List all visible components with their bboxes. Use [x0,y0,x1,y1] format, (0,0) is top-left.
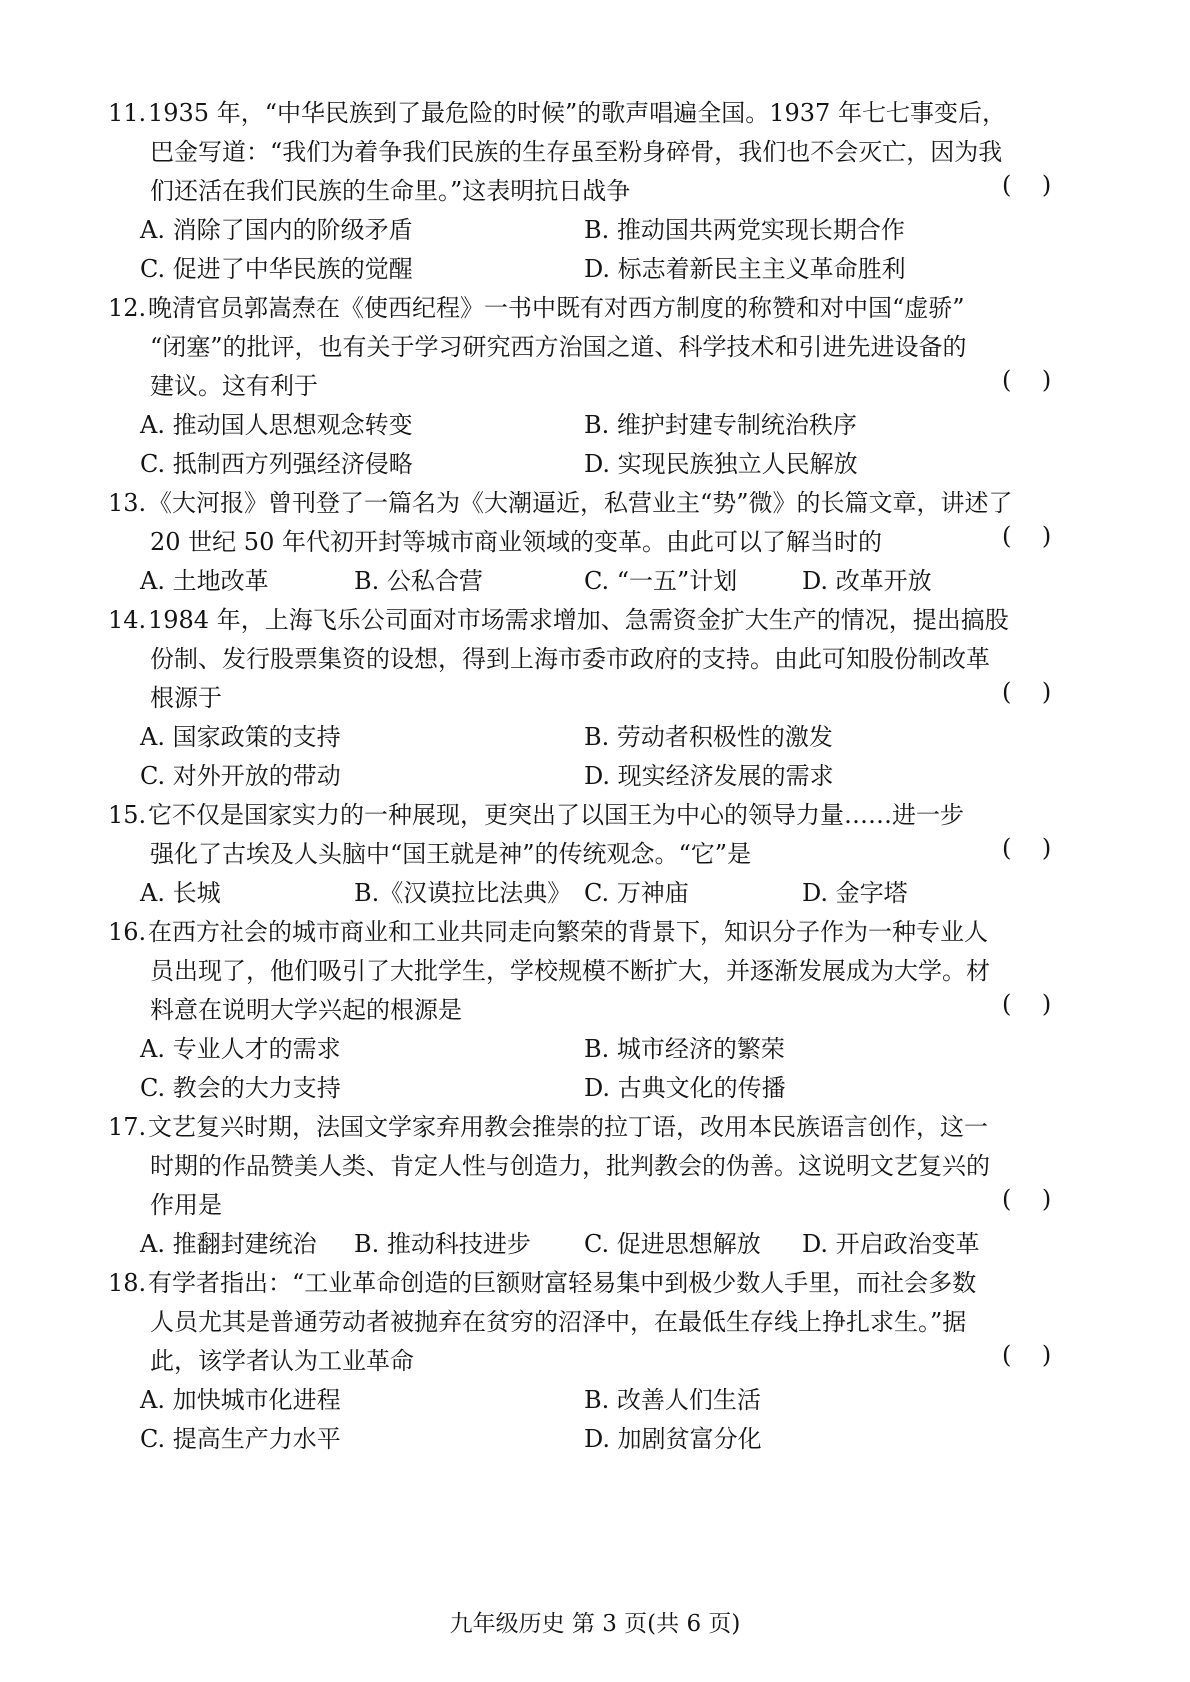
answer-blank: ( ) [1002,1185,1052,1213]
question-text: 晚清官员郭嵩焘在《使西纪程》一书中既有对西方制度的称赞和对中国“虚骄” [148,294,965,322]
option-d: D. 加剧贫富分化 [584,1425,762,1453]
option-c: C. 万神庙 [584,879,689,907]
question-line: 20 世纪 50 年代初开封等城市商业领域的变革。由此可以了解当时的 [150,528,882,556]
question-line: 强化了古埃及人头脑中“国王就是神”的传统观念。“它”是 [150,840,752,868]
answer-blank: ( ) [1002,678,1052,706]
question-line: “闭塞”的批评，也有关于学习研究西方治国之道、科学技术和引进先进设备的 [150,333,967,361]
question-line [108,795,964,830]
question-line [108,912,988,947]
option-a: A. 国家政策的支持 [140,723,341,751]
question-number: 13. [108,489,147,517]
option-b: B. 城市经济的繁荣 [584,1035,785,1063]
question-line: 人员尤其是普通劳动者被抛弃在贫穷的沼泽中，在最低生存线上挣扎求生。”据 [150,1308,967,1336]
option-c: C. 教会的大力支持 [140,1074,341,1102]
answer-blank: ( ) [1002,171,1052,199]
answer-blank: ( ) [1002,522,1052,550]
option-d: D. 实现民族独立人民解放 [584,450,858,478]
question-text: 文艺复兴时期，法国文学家弃用教会推崇的拉丁语，改用本民族语言创作，这一 [148,1113,988,1141]
option-a: A. 消除了国内的阶级矛盾 [140,216,413,244]
question-line: 们还活在我们民族的生命里。”这表明抗日战争 [150,177,631,205]
option-a: A. 专业人才的需求 [140,1035,341,1063]
option-b: B. 公私合营 [354,567,483,595]
option-d: D. 开启政治变革 [802,1230,980,1258]
option-d: D. 古典文化的传播 [584,1074,786,1102]
option-c: C. 抵制西方列强经济侵略 [140,450,413,478]
question-line: 员出现了，他们吸引了大批学生，学校规模不断扩大，并逐渐发展成为大学。材 [150,957,990,985]
question-line: 建议。这有利于 [150,372,318,400]
question-number: 15. [108,801,147,829]
option-a: A. 推翻封建统治 [140,1230,317,1258]
question-number: 16. [108,918,147,946]
question-text: 它不仅是国家实力的一种展现，更突出了以国王为中心的领导力量……进一步 [148,801,964,829]
answer-blank: ( ) [1002,834,1052,862]
question-line [108,1263,976,1298]
question-number: 12. [108,294,147,322]
option-c: C. “一五”计划 [584,567,738,595]
option-d: D. 改革开放 [802,567,932,595]
question-number: 18. [108,1269,147,1297]
page-footer: 九年级历史 第 3 页(共 6 页) [449,1611,741,1637]
question-line [108,288,965,323]
answer-blank: ( ) [1002,1341,1052,1369]
option-b: B. 劳动者积极性的激发 [584,723,833,751]
question-number: 14. [108,606,147,634]
question-text: 有学者指出：“工业革命创造的巨额财富轻易集中到极少数人手里，而社会多数 [148,1269,977,1297]
question-line [108,600,1009,635]
question-line: 作用是 [150,1191,222,1219]
option-b: B. 推动科技进步 [354,1230,531,1258]
option-c: C. 提高生产力水平 [140,1425,341,1453]
option-d: D. 金字塔 [802,879,908,907]
question-number: 11. [108,99,147,127]
question-text: 1935 年，“中华民族到了最危险的时候”的歌声唱遍全国。1937 年七七事变后， [148,99,1006,127]
question-text: 1984 年，上海飞乐公司面对市场需求增加、急需资金扩大生产的情况，提出搞股 [148,606,1009,634]
answer-blank: ( ) [1002,990,1052,1018]
question-text: 在西方社会的城市商业和工业共同走向繁荣的背景下，知识分子作为一种专业人 [148,918,988,946]
option-b: B. 维护封建专制统治秩序 [584,411,857,439]
option-c: C. 促进了中华民族的觉醒 [140,255,413,283]
option-a: A. 推动国人思想观念转变 [140,411,413,439]
question-line: 此，该学者认为工业革命 [150,1347,414,1375]
option-b: B.《汉谟拉比法典》 [354,879,572,907]
option-c: C. 对外开放的带动 [140,762,341,790]
answer-blank: ( ) [1002,366,1052,394]
option-a: A. 长城 [140,879,221,907]
question-text: 《大河报》曾刊登了一篇名为《大潮逼近，私营业主“势”微》的长篇文章，讲述了 [148,489,1013,517]
question-line [108,1107,988,1142]
question-number: 17. [108,1113,147,1141]
option-b: B. 推动国共两党实现长期合作 [584,216,905,244]
option-a: A. 土地改革 [140,567,269,595]
question-line: 根源于 [150,684,222,712]
option-c: C. 促进思想解放 [584,1230,761,1258]
option-b: B. 改善人们生活 [584,1386,761,1414]
question-line: 时期的作品赞美人类、肯定人性与创造力，批判教会的伪善。这说明文艺复兴的 [150,1152,990,1180]
option-d: D. 现实经济发展的需求 [584,762,834,790]
option-a: A. 加快城市化进程 [140,1386,341,1414]
question-line: 份制、发行股票集资的设想，得到上海市委市政府的支持。由此可知股份制改革 [150,645,990,673]
question-line: 巴金写道：“我们为着争我们民族的生存虽至粉身碎骨，我们也不会灭亡，因为我 [150,138,1003,166]
question-line [108,93,1006,128]
question-line: 料意在说明大学兴起的根源是 [150,996,462,1024]
question-line [108,483,1013,518]
option-d: D. 标志着新民主主义革命胜利 [584,255,906,283]
